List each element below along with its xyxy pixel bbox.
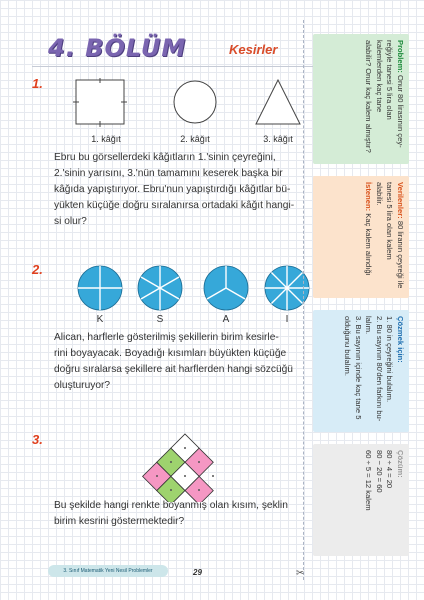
question-2-text: Alican, harflerle gösterilmiş şekillerin birim kesirle- rini boyayacak. Boyadığı kısımları büyükten küçüğe doğru sıralarsa şekillere ait harflerden hangi sözcüğü oluşturuyor? <box>54 332 293 391</box>
scissors-icon: ✂ <box>296 568 305 579</box>
q3-diamond-figure <box>130 430 240 502</box>
book-footer: 3. Sınıf Matematik Yeni Nesil Problemler <box>48 565 168 577</box>
pie-letter-a: A <box>222 314 230 325</box>
unit-header <box>32 32 312 68</box>
circle-paper <box>174 81 216 123</box>
side-card-steps: Çözmek için: 1. 80 in çeyreğini bulalım. 2. Bu sayının 80'den farkını bu- lalım. 3. Bu sayının içinde kaç tane 5 olduğunu bulalım. <box>313 310 409 432</box>
question-3-text: Bu şekilde hangi renkte boyanmış olan kısım, şeklin birim kesrini göstermektedir? <box>54 500 288 527</box>
unit-title: 4. BÖLÜM <box>48 34 187 62</box>
square-paper <box>76 80 124 124</box>
page-number: 29 <box>193 568 202 577</box>
paper-label-3: 3. kâğıt <box>263 134 293 144</box>
question-2-number: 2. <box>32 262 43 277</box>
pie-figure-3 <box>204 266 248 310</box>
paper-label-2: 2. kâğıt <box>180 134 210 144</box>
pie-letter-k: K <box>96 314 104 325</box>
question-1-text: Ebru bu görsellerdeki kâğıtların 1.'sinin çeyreğini, 2.'sinin yarısını, 3.'nün tamamını keserek başka bir kâğıda yapıştırıyor. Ebru'nun yapıştırdığı kâğıtlar bü- yükten küçüğe doğru sıralanırsa ortadaki kâğıt hangi- si olur? <box>54 152 295 227</box>
pie-letter-s: S <box>156 314 164 325</box>
question-3-number: 3. <box>32 432 43 447</box>
question-1-number: 1. <box>32 76 43 91</box>
pie-letter-i: I <box>285 314 289 325</box>
triangle-paper <box>256 80 300 124</box>
pie-figure-1 <box>78 266 122 310</box>
paper-label-1: 1. kâğıt <box>91 134 121 144</box>
cut-line <box>303 20 304 580</box>
main-content <box>18 0 308 600</box>
side-card-solution: Çözüm: 80 ÷ 4 = 20 80 − 20 = 60 60 ÷ 5 = 12 kalem <box>313 444 409 556</box>
side-card-problem: Problem: Onur 80 lirasının çey- reğiyle tanesi 5 lira olan kalemlerden kaç tane alabilir? Onur kaç kalem almıştır? <box>313 34 409 164</box>
pie-figure-2 <box>138 266 182 310</box>
unit-topic: Kesirler <box>229 42 278 57</box>
side-card-given: Verilenler: 80 liranın çeyreği ile tanesi 5 lira olan kalem alabilir. İstenen: Kaç kalem alındığı <box>313 176 409 298</box>
q2-pie-figures <box>70 262 310 314</box>
q1-shapes <box>70 78 310 134</box>
header-divider <box>32 66 324 67</box>
